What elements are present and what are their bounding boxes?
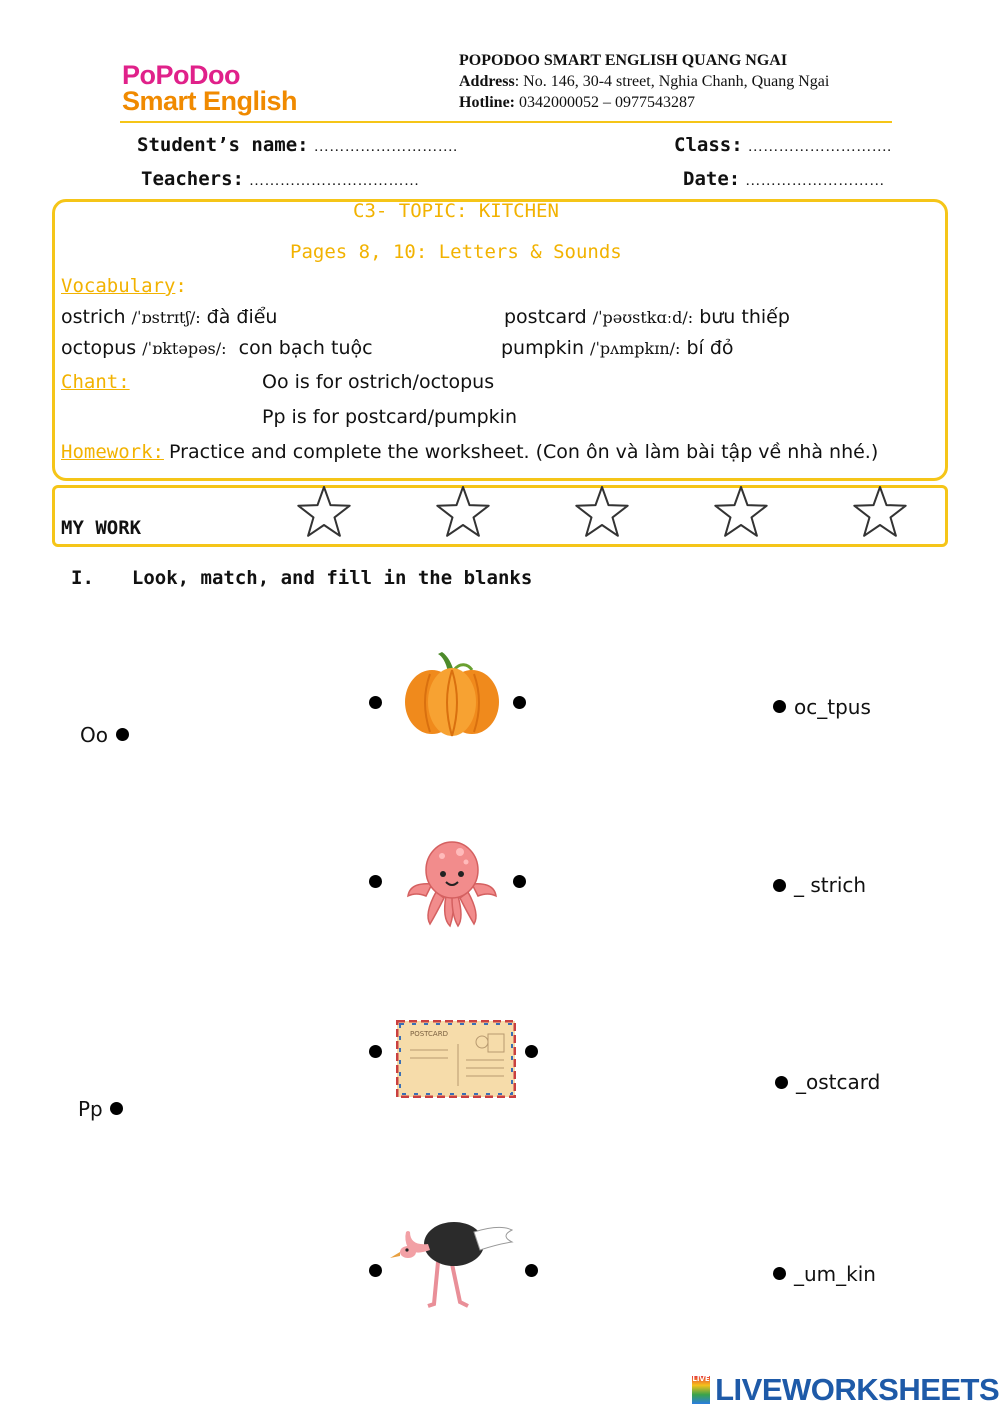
vocab-ostrich: ostrich /ˈɒstrɪtʃ/: đà điểu	[61, 306, 278, 328]
date-row: Date: ………………………	[683, 168, 885, 190]
vocab-postcard: postcard /ˈpəʊstkɑːd/: bưu thiếp	[504, 306, 790, 328]
postcard-left-dot[interactable]	[369, 1045, 382, 1058]
student-name-row: Student’s name: ……………………….	[137, 134, 458, 156]
class-field[interactable]: ……………………….	[747, 139, 892, 155]
homework-row: Homework: Practice and complete the worksheet. (Con ôn và làm bài tập về nhà nhé.)	[61, 441, 879, 463]
blank-pumpkin[interactable]: _um_kin	[794, 1262, 876, 1286]
student-name-field[interactable]: ……………………….	[313, 139, 458, 155]
postcard-icon	[396, 1020, 516, 1098]
logo-bottom: Smart English	[122, 86, 298, 116]
vocabulary-heading: Vocabulary:	[61, 275, 187, 297]
chant-heading: Chant:	[61, 371, 130, 393]
pumpkin-left-dot[interactable]	[369, 696, 382, 709]
my-work-label: MY WORK	[61, 517, 142, 539]
octopus-left-dot[interactable]	[369, 875, 382, 888]
letter-pp-dot[interactable]	[110, 1102, 123, 1115]
live-badge: LIVE	[692, 1376, 710, 1404]
pumpkin-right-dot[interactable]	[513, 696, 526, 709]
octopus-right-dot[interactable]	[513, 875, 526, 888]
octopus-icon	[402, 834, 502, 929]
vocab-pumpkin: pumpkin /ˈpʌmpkɪn/: bí đỏ	[501, 337, 734, 359]
letter-oo-dot[interactable]	[116, 728, 129, 741]
teachers-row: Teachers: ……………………………	[141, 168, 420, 190]
postcard-right-dot[interactable]	[525, 1045, 538, 1058]
school-name: POPODOO SMART ENGLISH QUANG NGAI	[459, 52, 788, 69]
postcard-text: POSTCARD	[410, 1030, 448, 1038]
logo-top: PoPoDoo	[122, 60, 240, 90]
blank-1-dot[interactable]	[773, 700, 786, 713]
letter-oo: Oo	[80, 723, 108, 747]
chant-line-1: Oo is for ostrich/octopus	[262, 371, 495, 393]
homework-text: Practice and complete the worksheet. (Con ôn và làm bài tập về nhà nhé.)	[169, 441, 879, 463]
ostrich-right-dot[interactable]	[525, 1264, 538, 1277]
exercise-heading: I. Look, match, and fill in the blanks	[71, 567, 533, 589]
star-icon[interactable]	[715, 487, 766, 536]
class-row: Class: ……………………….	[674, 134, 892, 156]
liveworksheets-logo	[692, 1372, 999, 1408]
topic-title: C3- TOPIC: KITCHEN	[353, 200, 559, 222]
blank-2-dot[interactable]	[773, 879, 786, 892]
chant-line-2: Pp is for postcard/pumpkin	[262, 406, 517, 428]
blank-4-dot[interactable]	[773, 1267, 786, 1280]
rating-stars	[0, 0, 1000, 560]
school-address: Address: No. 146, 30-4 street, Nghia Chanh, Quang Ngai	[459, 73, 830, 90]
date-field[interactable]: ………………………	[745, 173, 885, 189]
star-icon[interactable]	[576, 487, 627, 536]
blank-3-dot[interactable]	[775, 1076, 788, 1089]
ostrich-icon	[388, 1210, 518, 1310]
brand-text: LIVEWORKSHEETS	[715, 1372, 1000, 1407]
pages-title: Pages 8, 10: Letters & Sounds	[290, 241, 622, 263]
blank-octopus[interactable]: oc_tpus	[794, 695, 871, 719]
blank-postcard[interactable]: _ostcard	[796, 1070, 881, 1094]
blank-ostrich[interactable]: _ strich	[794, 873, 867, 897]
star-icon[interactable]	[298, 487, 349, 536]
pumpkin-icon	[402, 650, 502, 740]
star-icon[interactable]	[854, 487, 905, 536]
star-icon[interactable]	[437, 487, 488, 536]
letter-pp: Pp	[78, 1097, 103, 1121]
vocab-octopus: octopus /ˈɒktəpəs/: con bạch tuộc	[61, 337, 373, 359]
teachers-field[interactable]: ……………………………	[249, 173, 420, 189]
ostrich-left-dot[interactable]	[369, 1264, 382, 1277]
school-hotline: Hotline: 0342000052 – 0977543287	[459, 94, 695, 111]
